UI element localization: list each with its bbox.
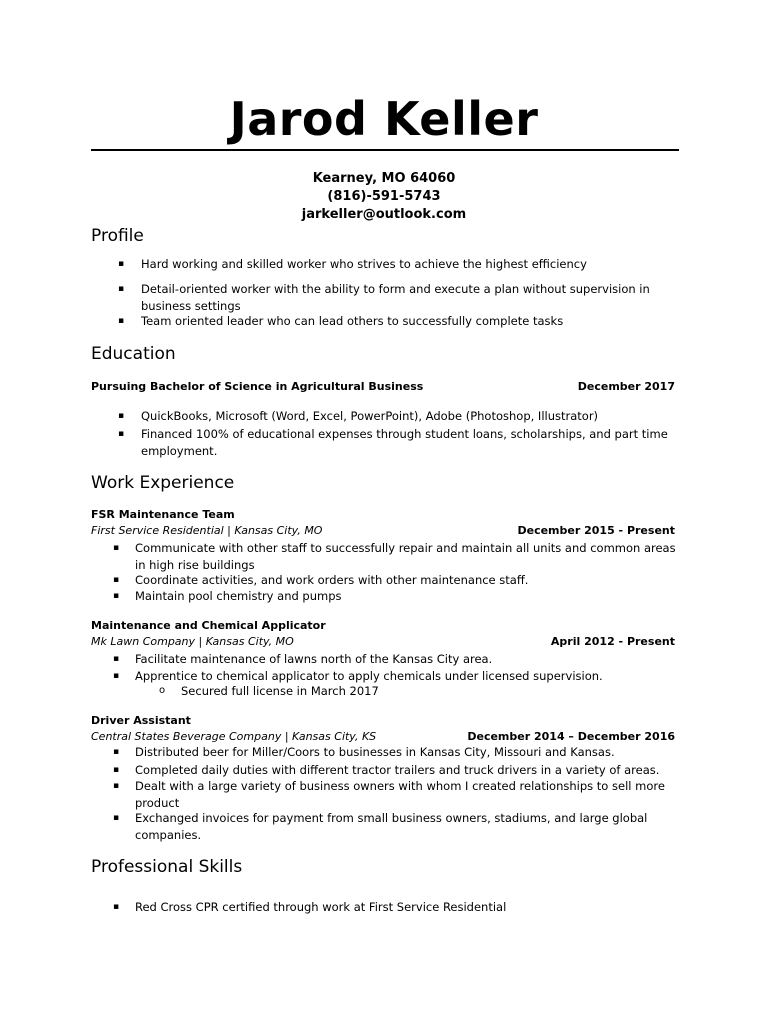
bullet-icon: ▪ — [113, 671, 120, 681]
profile-item: Detail-oriented worker with the ability to form and execute a plan without supervision in — [141, 282, 650, 296]
bullet-icon: ▪ — [118, 259, 125, 269]
bullet-icon: ▪ — [118, 316, 125, 326]
job-duty: Distributed beer for Miller/Coors to businesses in Kansas City, Missouri and Kansas. — [135, 745, 615, 759]
job-duty: Completed daily duties with different tractor trailers and truck drivers in a variety of areas. — [135, 763, 660, 777]
header-divider — [91, 149, 679, 151]
contact-email: jarkeller@outlook.com — [301, 207, 467, 222]
section-heading-skills: Professional Skills — [91, 857, 243, 877]
bullet-icon: ▪ — [113, 543, 120, 553]
job-title: FSR Maintenance Team — [91, 508, 235, 521]
education-degree: Pursuing Bachelor of Science in Agricultural Business — [91, 380, 424, 393]
education-item: QuickBooks, Microsoft (Word, Excel, PowerPoint), Adobe (Photoshop, Illustrator) — [141, 409, 599, 423]
job-duty: Exchanged invoices for payment from small business owners, stadiums, and large global — [135, 811, 648, 825]
job-title: Maintenance and Chemical Applicator — [91, 619, 326, 632]
bullet-icon: ▪ — [113, 765, 120, 775]
job-duty-continued: companies. — [135, 828, 202, 842]
bullet-icon: ▪ — [118, 429, 125, 439]
section-heading-education: Education — [91, 344, 176, 364]
bullet-icon: ▪ — [113, 781, 120, 791]
bullet-icon: ▪ — [113, 902, 120, 912]
education-item-continued: employment. — [141, 444, 218, 458]
contact-address: Kearney, MO 64060 — [312, 171, 456, 186]
job-company: Mk Lawn Company | Kansas City, MO — [91, 635, 294, 648]
bullet-icon: ▪ — [113, 747, 120, 757]
bullet-icon: ▪ — [113, 654, 120, 664]
education-date: December 2017 — [577, 380, 675, 393]
job-duty-continued: product — [135, 796, 180, 810]
contact-phone: (816)-591-5743 — [327, 189, 441, 204]
job-duty: Facilitate maintenance of lawns north of the Kansas City area. — [135, 652, 493, 666]
education-item: Financed 100% of educational expenses through student loans, scholarships, and part time — [141, 427, 668, 441]
job-title: Driver Assistant — [91, 714, 191, 727]
bullet-icon: ▪ — [118, 284, 125, 294]
sub-bullet-icon: o — [159, 685, 166, 696]
resume-name: Jarod Keller — [229, 92, 539, 146]
job-duty: Coordinate activities, and work orders with other maintenance staff. — [135, 573, 529, 587]
job-duty: Dealt with a large variety of business owners with whom I created relationships to sell more — [135, 779, 665, 793]
job-company: Central States Beverage Company | Kansas City, KS — [91, 730, 377, 743]
job-duty: Communicate with other staff to successfully repair and maintain all units and common areas — [135, 541, 676, 555]
bullet-icon: ▪ — [118, 411, 125, 421]
bullet-icon: ▪ — [113, 813, 120, 823]
section-heading-work: Work Experience — [91, 473, 235, 493]
job-dates: December 2015 - Present — [517, 524, 675, 537]
bullet-icon: ▪ — [113, 591, 120, 601]
job-duty: Apprentice to chemical applicator to apply chemicals under licensed supervision. — [135, 669, 603, 683]
bullet-icon: ▪ — [113, 575, 120, 585]
job-duty: Maintain pool chemistry and pumps — [135, 589, 342, 603]
job-company: First Service Residential | Kansas City, MO — [91, 524, 323, 537]
job-duty-continued: in high rise buildings — [135, 558, 255, 572]
section-heading-profile: Profile — [91, 226, 144, 246]
job-dates: April 2012 - Present — [550, 635, 675, 648]
profile-item-continued: business settings — [141, 299, 241, 313]
job-duty-sub: Secured full license in March 2017 — [181, 684, 379, 698]
skill-item: Red Cross CPR certified through work at First Service Residential — [135, 900, 507, 914]
profile-item: Hard working and skilled worker who strives to achieve the highest efficiency — [141, 257, 587, 271]
job-dates: December 2014 – December 2016 — [467, 730, 675, 743]
profile-item: Team oriented leader who can lead others to successfully complete tasks — [141, 314, 564, 328]
